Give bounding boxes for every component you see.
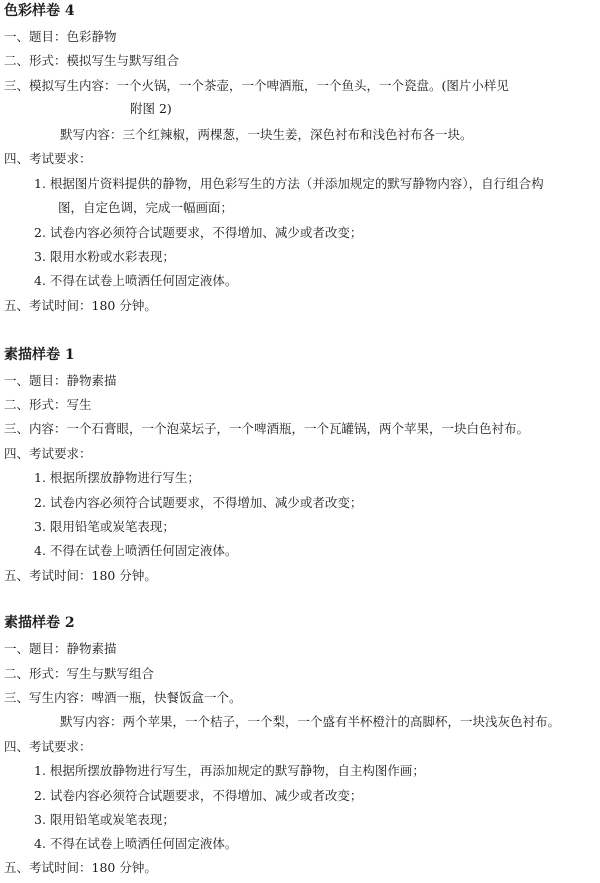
item-sketch-content: 三、写生内容：啤酒一瓶，快餐饭盒一个。 [4, 690, 242, 705]
item-topic: 一、题目：静物素描 [4, 373, 117, 388]
requirement-3: 3. 限用水粉或水彩表现； [34, 249, 175, 264]
item-requirements: 四、考试要求： [4, 151, 92, 166]
item-sketch-content: 三、模拟写生内容：一个火锅，一个茶壶，一个啤酒瓶，一个鱼头，一个瓷盘。(图片小样见 [4, 78, 509, 93]
item-format: 二、形式：模拟写生与默写组合 [4, 53, 180, 68]
item-sketch-content-cont: 附图 2) [130, 101, 172, 116]
requirement-4: 4. 不得在试卷上喷洒任何固定液体。 [34, 543, 238, 558]
item-content: 三、内容：一个石膏眼，一个泡菜坛子，一个啤酒瓶，一个瓦罐锅，两个苹果，一块白色衬布。 [4, 421, 530, 436]
requirement-4: 4. 不得在试卷上喷洒任何固定液体。 [34, 273, 238, 288]
item-requirements: 四、考试要求： [4, 739, 92, 754]
requirement-1: 1. 根据所摆放静物进行写生，再添加规定的默写静物，自主构图作画； [34, 763, 425, 778]
item-time: 五、考试时间：180 分钟。 [4, 298, 157, 313]
section-title: 素描样卷 2 [4, 615, 75, 631]
item-requirements: 四、考试要求： [4, 446, 92, 461]
item-topic: 一、题目：色彩静物 [4, 29, 117, 44]
requirement-1: 1. 根据所摆放静物进行写生； [34, 470, 200, 485]
section-title: 色彩样卷 4 [4, 3, 75, 19]
requirement-2: 2. 试卷内容必须符合试题要求，不得增加、减少或者改变； [34, 788, 363, 803]
item-time: 五、考试时间：180 分钟。 [4, 860, 157, 875]
requirement-1: 1. 根据图片资料提供的静物，用色彩写生的方法（并添加规定的默写静物内容），自行组合构 [34, 176, 544, 191]
requirement-4: 4. 不得在试卷上喷洒任何固定液体。 [34, 836, 238, 851]
item-topic: 一、题目：静物素描 [4, 641, 117, 656]
requirement-2: 2. 试卷内容必须符合试题要求，不得增加、减少或者改变； [34, 495, 363, 510]
item-format: 二、形式：写生与默写组合 [4, 666, 155, 681]
item-memory-content: 默写内容：两个苹果，一个桔子，一个梨，一个盛有半杯橙汁的高脚杯，一块浅灰色衬布。 [60, 714, 561, 729]
requirement-3: 3. 限用铅笔或炭笔表现； [34, 519, 175, 534]
section-title: 素描样卷 1 [4, 347, 75, 363]
requirement-3: 3. 限用铅笔或炭笔表现； [34, 812, 175, 827]
requirement-1-cont: 图，自定色调，完成一幅画面； [58, 200, 234, 215]
item-format: 二、形式：写生 [4, 397, 92, 412]
item-time: 五、考试时间：180 分钟。 [4, 568, 157, 583]
item-memory-content: 默写内容：三个红辣椒，两棵葱，一块生姜，深色衬布和浅色衬布各一块。 [60, 127, 473, 142]
requirement-2: 2. 试卷内容必须符合试题要求，不得增加、减少或者改变； [34, 225, 363, 240]
